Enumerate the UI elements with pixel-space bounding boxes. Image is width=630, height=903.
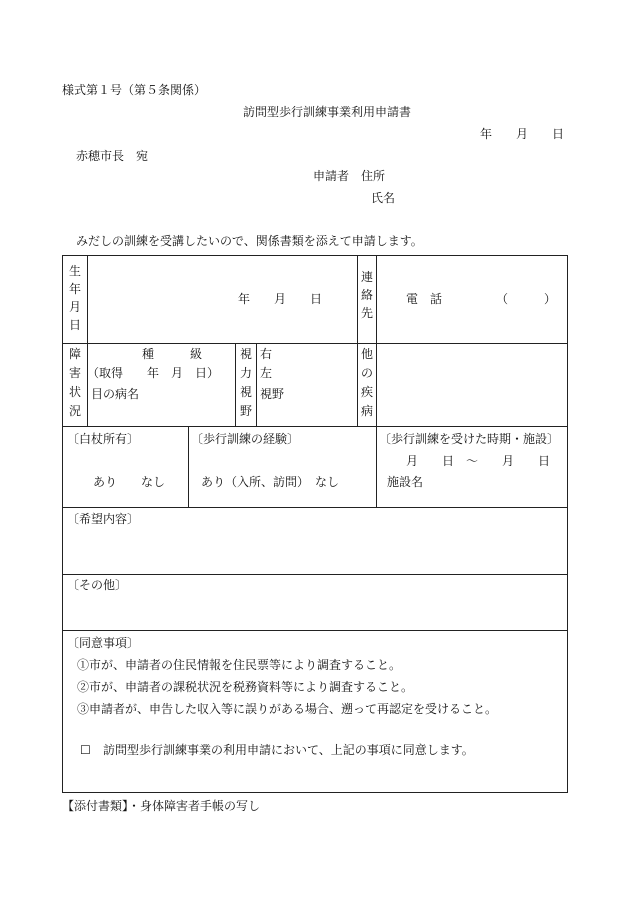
consent-checkbox[interactable]: ☐ [80,743,91,757]
acquired-date-field[interactable]: （取得 年 月 日） [87,366,220,380]
other-diseases-label: 他 の 疾 病 [360,347,373,418]
applicant-address-label: 申請者 住所 [313,169,386,183]
col-divider [188,426,189,507]
phone-field[interactable]: （ ） [496,292,557,306]
row-divider [63,630,567,631]
intro-text: みだしの訓練を受講したいので、関係書類を添えて申請します。 [76,234,423,248]
training-experience-options[interactable]: あり（入所、訪問） なし [201,475,340,489]
birth-date-field[interactable]: 年 月 日 [238,292,323,306]
applicant-name-label: 氏名 [371,191,396,205]
attachments-note: 【添付書類】・身体障害者手帳の写し [62,799,261,813]
row-divider [63,343,567,344]
row-divider [63,574,567,575]
consent-item: ②市が、申請者の課税状況を税務資料等により調査すること。 [77,680,414,694]
addressee: 赤穂市長 宛 [76,149,149,163]
birth-date-label: 生 年 月 日 [68,264,81,332]
disability-grade-field[interactable]: 種 級 [142,347,203,361]
vision-right-field[interactable]: 右 [260,347,273,361]
other-notes-label: 〔その他〕 [67,578,128,592]
phone-label: 電 話 [406,292,443,306]
training-experience-label: 〔歩行訓練の経験〕 [191,432,300,446]
col-divider [235,343,236,426]
cane-ownership-options[interactable]: あり なし [93,475,166,489]
col-divider [357,256,358,426]
application-date[interactable]: 年 月 日 [480,127,565,141]
col-divider [256,343,257,426]
eye-disease-field[interactable]: 目の病名 [91,387,140,401]
vision-label: 視 力 視 野 [239,347,252,418]
contact-label: 連 絡 先 [360,270,373,320]
consent-agree-text: 訪問型歩行訓練事業の利用申請において、上記の事項に同意します。 [103,743,474,757]
row-divider [63,507,567,508]
training-period-label: 〔歩行訓練を受けた時期・施設〕 [379,432,560,446]
col-divider [376,426,377,507]
document-title: 訪問型歩行訓練事業利用申請書 [242,105,411,119]
training-period-field[interactable]: 月 日 ～ 月 日 [406,454,551,468]
row-divider [63,426,567,427]
cane-ownership-label: 〔白杖所有〕 [67,432,140,446]
facility-name-field[interactable]: 施設名 [387,475,424,489]
visual-field-field[interactable]: 視野 [260,387,285,401]
vision-left-field[interactable]: 左 [260,366,273,380]
application-form-table [62,255,568,793]
col-divider [376,256,377,426]
request-content-label: 〔希望内容〕 [67,512,140,526]
consent-item: ③申請者が、申告した収入等に誤りがある場合、遡って再認定を受けること。 [77,702,498,716]
consent-label: 〔同意事項〕 [67,636,140,650]
disability-status-label: 障 害 状 況 [68,347,81,418]
consent-item: ①市が、申請者の住民情報を住民票等により調査すること。 [77,658,402,672]
col-divider [87,256,88,426]
form-number: 様式第１号（第５条関係） [62,83,207,97]
